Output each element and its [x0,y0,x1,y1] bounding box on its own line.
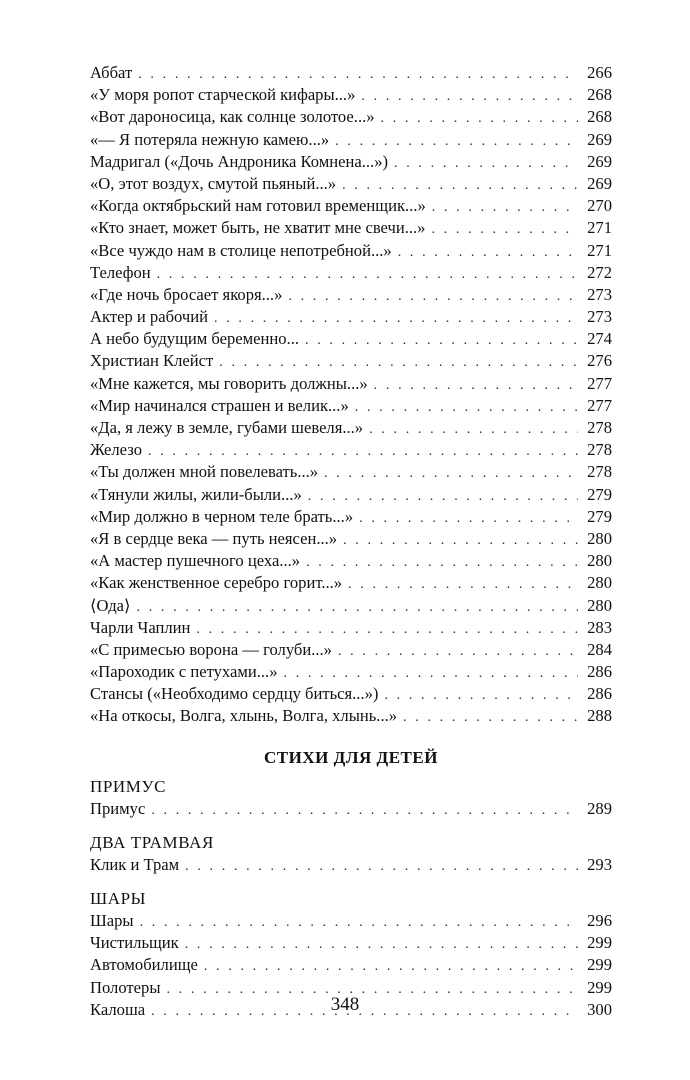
toc-entry-title: «С примесью ворона — голуби...» [90,639,332,659]
toc-entry-page: 272 [587,262,612,282]
toc-entry [90,217,612,239]
toc-entry-title: Калоша [90,999,146,1019]
dot-leader [432,197,578,219]
toc-entry-title: Полотеры [90,977,161,997]
dot-leader [157,264,578,286]
toc-entry [90,484,612,506]
dot-leader [384,685,578,707]
dot-leader [151,800,578,822]
dot-leader [342,175,578,197]
subsection-title: ШАРЫ [90,889,147,908]
toc-entry-page: 278 [587,440,612,460]
toc-entry [90,798,612,820]
toc-list [90,62,612,728]
dot-leader [338,641,578,663]
toc-entry-page: 280 [587,551,612,571]
dot-leader [219,352,578,374]
toc-entry-page: 269 [587,151,612,171]
dot-leader [359,508,578,530]
toc-entry-title: Мадригал («Дочь Андроника Комнена...») [90,151,389,171]
toc-entry-page: 278 [587,418,612,437]
dot-leader [431,219,578,241]
subsection [90,776,612,820]
dot-leader [138,64,578,86]
toc-entry-title: «Да, я лежу в земле, губами шевеля...» [90,418,364,437]
toc-entry [90,550,612,572]
toc-entry-page: 271 [587,218,612,238]
toc-entry [90,683,612,705]
dot-leader [374,375,578,397]
toc-entry-page: 277 [587,395,612,415]
dot-leader [348,574,578,596]
toc-entry-title: «— Я потеряла нежную камею...» [90,129,330,149]
toc-entry-title: А небо будущим беременно... [90,329,299,349]
toc-entry-title: «Мне кажется, мы говорить должны...» [90,373,368,393]
dot-leader [361,86,578,108]
toc-entry [90,661,612,683]
toc-entry-title: ⟨Ода⟩ [90,595,131,615]
toc-entry [90,506,612,528]
toc-entry-page: 286 [587,662,612,682]
toc-entry-title: «Мир начинался страшен и велик...» [90,395,349,415]
dot-leader [369,419,578,441]
toc-entry [90,373,612,395]
toc-entry [90,195,612,217]
dot-leader [288,286,578,308]
dot-leader [140,912,578,934]
toc-entry-page: 274 [587,329,612,349]
toc-entry-page: 289 [587,798,612,818]
toc-entry [90,439,612,461]
toc-entry-title: Стансы («Необходимо сердцу биться...») [90,684,379,704]
dot-leader [343,530,578,552]
dot-leader [394,153,578,175]
toc-entry-title: «Мир должно в черном теле брать...» [90,506,354,526]
toc-entry-title: «Тянули жилы, жили-были...» [90,484,302,504]
subsection [90,832,612,876]
toc-entry-title: Примус [90,798,146,818]
toc-entry-title: «Когда октябрьский нам готовил временщик...» [90,196,426,216]
children-section [90,776,612,1021]
dot-leader [324,463,578,485]
toc-entry-title: «О, этот воздух, смутой пьяный...» [90,173,337,193]
toc-entry-title: «Все чуждо нам в столице непотребной...» [90,240,392,260]
toc-entry-page: 299 [587,977,612,997]
page-number: 348 [330,994,360,1015]
dot-leader [148,441,578,463]
toc-entry [90,595,612,617]
toc-entry [90,350,612,372]
dot-leader [381,108,578,130]
toc-entry-title: «Я в сердце века — путь неясен...» [90,528,338,548]
toc-entry-page: 273 [587,284,612,304]
toc-entry [90,954,612,976]
toc-entry-title: Аббат [90,63,133,82]
toc-entry-page: 266 [587,63,612,82]
toc-entry [90,528,612,550]
toc-entry [90,395,612,417]
toc-entry-title: «Где ночь бросает якоря...» [90,284,283,304]
toc-entry-title: Чарли Чаплин [90,617,191,637]
dot-leader [306,552,578,574]
toc-entry-page: 268 [587,107,612,127]
section-heading: СТИХИ ДЛЯ ДЕТЕЙ [264,747,438,767]
toc-entry [90,284,612,306]
toc-entry-page: 280 [587,573,612,593]
toc-entry-title: «Пароходик с петухами...» [90,662,278,682]
toc-entry-page: 280 [587,528,612,548]
toc-entry [90,910,612,932]
dot-leader [185,934,578,956]
dot-leader [308,486,578,508]
dot-leader [196,619,578,641]
toc-entry-page: 279 [587,484,612,504]
toc-entry-page: 299 [587,955,612,975]
toc-entry-page: 270 [587,196,612,216]
toc-entry [90,151,612,173]
toc-entry-page: 283 [587,617,612,637]
dot-leader [214,308,578,330]
toc-entry [90,306,612,328]
dot-leader [335,131,578,153]
toc-entry-page: 273 [587,307,612,327]
toc-entry-page: 284 [587,639,612,659]
toc-entry [90,129,612,151]
toc-entry [90,84,612,106]
toc-entry-title: Шары [90,911,134,930]
toc-entry-page: 279 [587,506,612,526]
toc-entry [90,106,612,128]
dot-leader [355,397,578,419]
toc-entry-title: «Ты должен мной повелевать...» [90,462,319,482]
toc-entry-title: «У моря ропот старческой кифары...» [90,85,356,105]
dot-leader [204,956,578,978]
table-of-contents [90,62,612,1021]
subsection-title: ПРИМУС [90,776,167,796]
toc-entry-title: «Как женственное серебро горит...» [90,573,343,593]
toc-entry [90,240,612,262]
toc-entry-page: 278 [587,462,612,482]
toc-entry-title: «Кто знает, может быть, не хватит мне свечи...» [90,218,426,238]
toc-entry [90,173,612,195]
toc-entry-title: «На откосы, Волга, хлынь, Волга, хлынь...» [90,706,398,726]
toc-entry-title: Актер и рабочий [90,307,208,327]
dot-leader [137,597,578,619]
toc-entry [90,262,612,284]
toc-entry [90,932,612,954]
toc-entry-page: 300 [587,999,612,1019]
toc-entry [90,705,612,727]
toc-entry [90,572,612,594]
dot-leader [398,242,578,264]
toc-entry-page: 276 [587,351,612,371]
toc-entry-page: 299 [587,933,612,953]
toc-entry-title: Телефон [90,262,151,282]
toc-entry-page: 269 [587,129,612,149]
toc-entry-page: 280 [587,595,612,615]
toc-entry-page: 288 [587,706,612,726]
toc-entry-title: «Вот дароносица, как солнце золотое...» [90,107,375,127]
toc-entry [90,461,612,483]
toc-entry-title: Железо [90,440,142,460]
dot-leader [185,856,578,878]
toc-entry [90,328,612,350]
toc-entry [90,62,612,84]
subsection-title: ДВА ТРАМВАЯ [90,832,214,852]
toc-entry [90,617,612,639]
toc-entry-title: Чистильщик [90,933,179,953]
toc-entry-page: 271 [587,240,612,260]
toc-entry-page: 286 [587,684,612,704]
toc-entry [90,639,612,661]
toc-entry-title: Христиан Клейст [90,351,214,371]
toc-entry [90,417,612,439]
toc-entry-title: «А мастер пушечного цеха...» [90,551,301,571]
toc-entry-page: 293 [587,854,612,874]
dot-leader [403,707,578,729]
toc-entry-title: Автомобилище [90,955,198,975]
dot-leader [284,663,579,685]
toc-entry-page: 277 [587,373,612,393]
toc-entry-page: 296 [587,911,612,930]
toc-entry [90,854,612,876]
dot-leader [305,330,578,352]
toc-entry-page: 268 [587,85,612,105]
toc-entry-title: Клик и Трам [90,854,180,874]
toc-entry-page: 269 [587,173,612,193]
